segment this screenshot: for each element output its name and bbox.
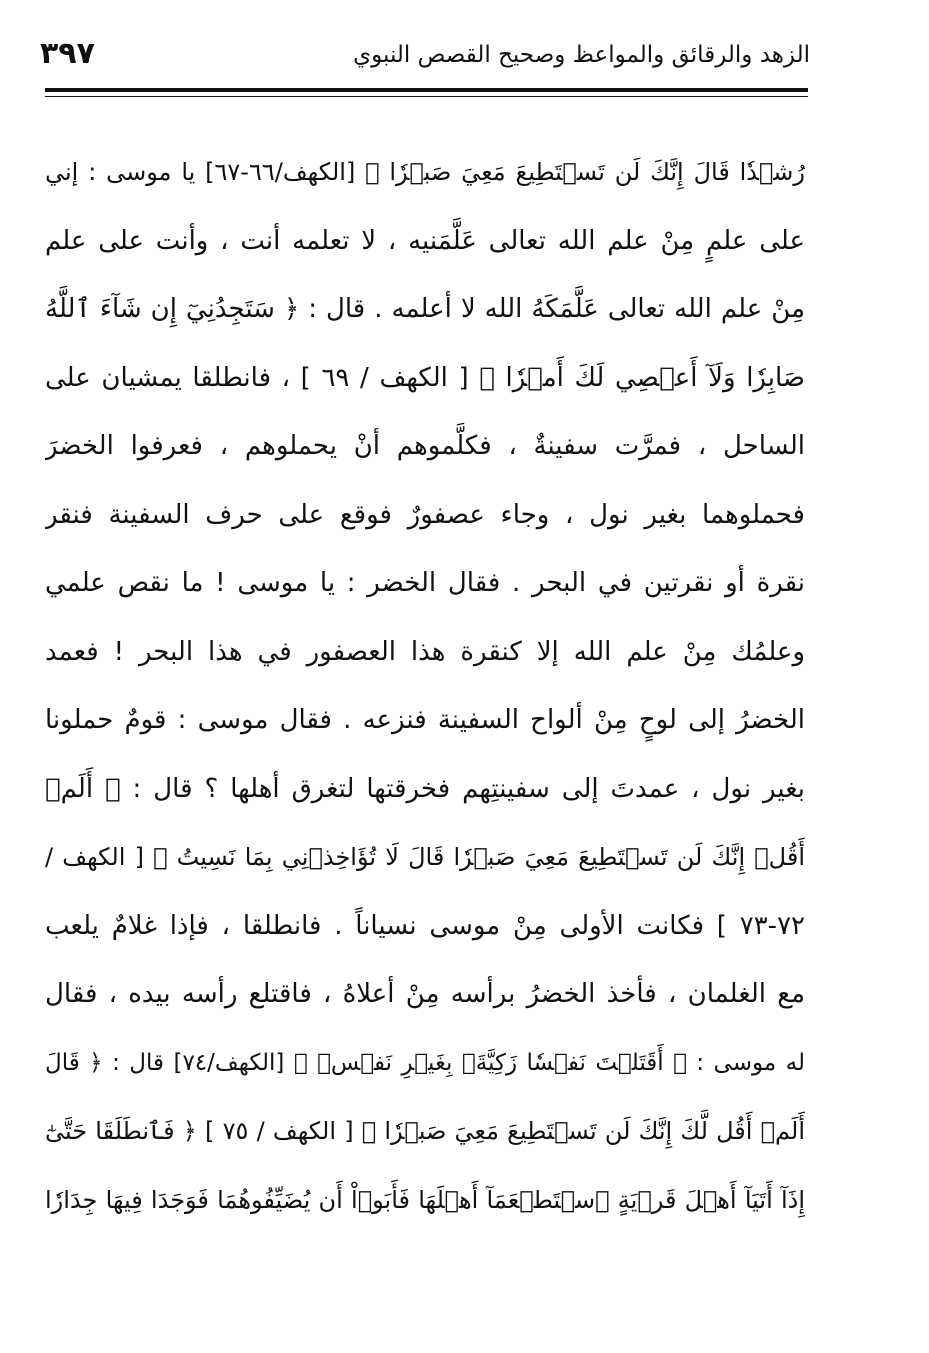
- text-line: الخضرُ إلى لوحٍ مِنْ ألواح السفينة فنزعه . فقال موسى : قومٌ حملونا: [45, 705, 805, 735]
- text-line: مِنْ علم الله تعالى عَلَّمَكَهُ الله لا أعلمه . قال : ﴿ سَتَجِدُنِيٓ إِن شَآءَ ٱللَّهُ: [45, 294, 805, 324]
- text-line: رُشۡدٗا قَالَ إِنَّكَ لَن تَسۡتَطِيعَ مَعِيَ صَبۡرٗا ﴾ [الكهف/٦٦-٦٧] يا موسى : إني: [45, 158, 805, 186]
- text-line: أَلَمۡ أَقُل لَّكَ إِنَّكَ لَن تَسۡتَطِيعَ مَعِيَ صَبۡرٗا ﴾ [ الكهف / ٧٥ ] ﴿ فَٱنطَلَقَا حَتَّىٰٓ: [45, 1117, 805, 1145]
- text-line: أَقُلۡ إِنَّكَ لَن تَسۡتَطِيعَ مَعِيَ صَبۡرٗا قَالَ لَا تُؤَاخِذۡنِي بِمَا نَسِيتُ ﴾ [ الكهف /: [45, 843, 805, 871]
- text-line: وعلمُك مِنْ علم الله إلا كنقرة هذا العصفور في هذا البحر ! فعمد: [45, 636, 805, 667]
- page-number: ٣٩٧: [40, 36, 95, 71]
- text-line: إِذَآ أَتَيَآ أَهۡلَ قَرۡيَةٍ ٱسۡتَطۡعَمَآ أَهۡلَهَا فَأَبَوۡاْ أَن يُضَيِّفُوهُمَا فَوَجَدَا فِيهَا جِدَارٗا: [45, 1185, 805, 1214]
- header-rule-thick: [45, 88, 808, 92]
- page-header: [40, 30, 810, 80]
- text-line: على علمٍ مِنْ علم الله تعالى عَلَّمَنيه ، لا تعلمه أنت ، وأنت على علم: [45, 225, 805, 256]
- header-rule-thin: [45, 96, 808, 97]
- text-line: مع الغلمان ، فأخذ الخضرُ برأسه مِنْ أعلاهُ ، فاقتلع رأسه بيده ، فقال: [45, 979, 805, 1009]
- text-line: الساحل ، فمرَّت سفينةٌ ، فكلَّموهم أنْ يحملوهم ، فعرفوا الخضرَ: [45, 431, 805, 461]
- running-title: الزهد والرقائق والمواعظ وصحيح القصص النبوي: [353, 42, 810, 68]
- text-line: بغير نول ، عمدتَ إلى سفينتِهم فخرقتها لتغرق أهلها ؟ قال : ﴿ أَلَمۡ: [45, 773, 805, 804]
- text-line: فحملوهما بغير نول ، وجاء عصفورٌ فوقع على حرف السفينة فنقر: [45, 499, 805, 530]
- text-line: ٧٢-٧٣ ] فكانت الأولى مِنْ موسى نسياناً . فانطلقا ، فإذا غلامٌ يلعب: [45, 910, 805, 941]
- text-line: نقرة أو نقرتين في البحر . فقال الخضر : يا موسى ! ما نقص علمي: [45, 568, 805, 598]
- body-text: [45, 138, 805, 1234]
- text-line: له موسى : ﴿ أَقَتَلۡتَ نَفۡسٗا زَكِيَّةَۢ بِغَيۡرِ نَفۡسٖ ﴾ [الكهف/٧٤] قال : ﴿ قَالَ: [45, 1049, 805, 1076]
- text-line: صَابِرٗا وَلَآ أَعۡصِي لَكَ أَمۡرٗا ﴾ [ الكهف / ٦٩ ] ، فانطلقا يمشيان على: [45, 362, 805, 393]
